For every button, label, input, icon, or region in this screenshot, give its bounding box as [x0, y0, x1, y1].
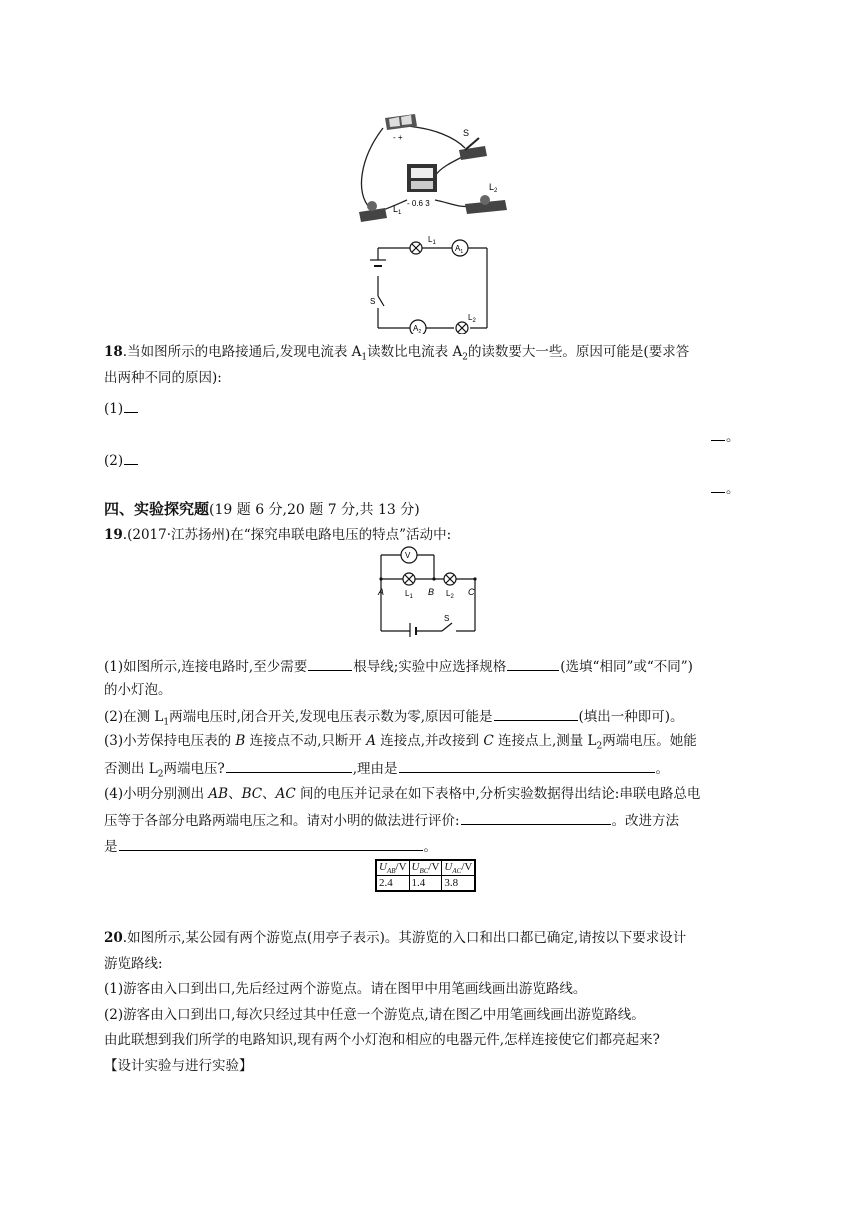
- svg-text:V: V: [405, 551, 411, 560]
- svg-text:L2: $L_2$: [446, 589, 454, 600]
- q18-answer1-end: 。: [710, 426, 740, 446]
- svg-text:A: A: [378, 587, 385, 597]
- q20-line6: 【设计实验与进行实验】: [104, 1058, 253, 1074]
- circuit-schematic-q19: [372, 545, 484, 637]
- q18-line2: 出两种不同的原因):: [104, 370, 222, 386]
- q19-p4-cont2: 是 。: [104, 836, 437, 856]
- header-uab: $U_{AB}/V$: [376, 860, 409, 876]
- svg-text:S: S: [463, 128, 470, 138]
- q19-p3-cont: 否测出 $L_2$两端电压? ,理由是 。: [104, 758, 669, 784]
- svg-text:S: S: [370, 297, 376, 306]
- voltage-table: [375, 859, 476, 892]
- q19-p1-cont: 的小灯泡。: [104, 682, 172, 698]
- q20-line5: 由此联想到我们所学的电路知识,现有两个小灯泡和相应的电器元件,怎样连接使它们都亮起来?: [104, 1032, 660, 1048]
- section4-heading: 四、实验探究题(19 题 6 分,20 题 7 分,共 13 分): [104, 500, 420, 518]
- q19-intro: 19.(2017·江苏扬州)在“探究串联电路电压的特点”活动中:: [104, 527, 452, 543]
- q19-p4: (4)小明分别测出 AB、BC、AC 间的电压并记录在如下表格中,分析实验数据得出结论:串联电路总电: [104, 786, 701, 802]
- header-ubc: $U_{BC}/V$: [409, 860, 442, 876]
- table-cell: 3.8: [442, 876, 475, 892]
- svg-text:B: B: [428, 587, 435, 597]
- table-cell: 2.4: [376, 876, 409, 892]
- svg-text:C: C: [468, 587, 475, 597]
- table-row: [376, 876, 475, 892]
- bulb-l1: [359, 201, 387, 222]
- circuit-photo-figure: [355, 108, 515, 226]
- q20-line2: 游览路线:: [104, 956, 163, 972]
- q18-answer2-end: 。: [710, 478, 740, 498]
- q19-p4-cont: 压等于各部分电路两端电压之和。请对小明的做法进行评价: 。改进方法: [104, 810, 679, 830]
- switch-s: [459, 138, 487, 160]
- ammeter: [407, 164, 437, 192]
- q20-line3: (1)游客由入口到出口,先后经过两个游览点。请在图甲中用笔画线画出游览路线。: [104, 981, 587, 997]
- q19-p2: (2)在测 $L_1$两端电压时,闭合开关,发现电压表示数为零,原因可能是 (填出一种即可)。: [104, 706, 684, 732]
- q18-answer2: (2): [104, 450, 139, 470]
- q20-line1: 20.如图所示,某公园有两个游览点(用亭子表示)。其游览的入口和出口都已确定,请按以下要求设计: [104, 930, 687, 946]
- q18-answer1: (1): [104, 398, 139, 418]
- table-header-row: [376, 860, 475, 876]
- q18-line1: 18.当如图所示的电路接通后,发现电流表 $A_1$读数比电流表 $A_2$的读数要大一些。原因可能是(要求答: [104, 344, 690, 363]
- svg-text:L1: $L_1$: [405, 589, 413, 600]
- svg-text:L2: $L_2$: [489, 182, 498, 194]
- q19-p3: (3)小芳保持电压表的 B 连接点不动,只断开 A 连接点,并改接到 C 连接点上,测量 $L_2$两端电压。她能: [104, 733, 697, 752]
- svg-text:A1: $A_1$: [455, 244, 464, 255]
- svg-text:- +: - +: [393, 133, 403, 142]
- svg-text:- 0.6 3: - 0.6 3: [407, 199, 430, 208]
- table-cell: 1.4: [409, 876, 442, 892]
- battery-box: [385, 114, 417, 130]
- q19-p1: (1)如图所示,连接电路时,至少需要 根导线;实验中应选择规格 (选填“相同”或“不同”): [104, 656, 693, 676]
- q20-line4: (2)游客由入口到出口,每次只经过其中任意一个游览点,请在图乙中用笔画线画出游览路线。: [104, 1007, 645, 1023]
- bulb-l2: [465, 195, 507, 214]
- svg-text:A2: $A_2$: [413, 324, 422, 334]
- svg-text:L1: $L_1$: [393, 204, 402, 216]
- svg-text:L1: $L_1$: [428, 235, 436, 246]
- svg-text:S: S: [444, 614, 450, 623]
- header-uac: $U_{AC}/V$: [442, 860, 475, 876]
- svg-text:L2: $L_2$: [468, 313, 476, 324]
- circuit-schematic-q18: [370, 232, 495, 334]
